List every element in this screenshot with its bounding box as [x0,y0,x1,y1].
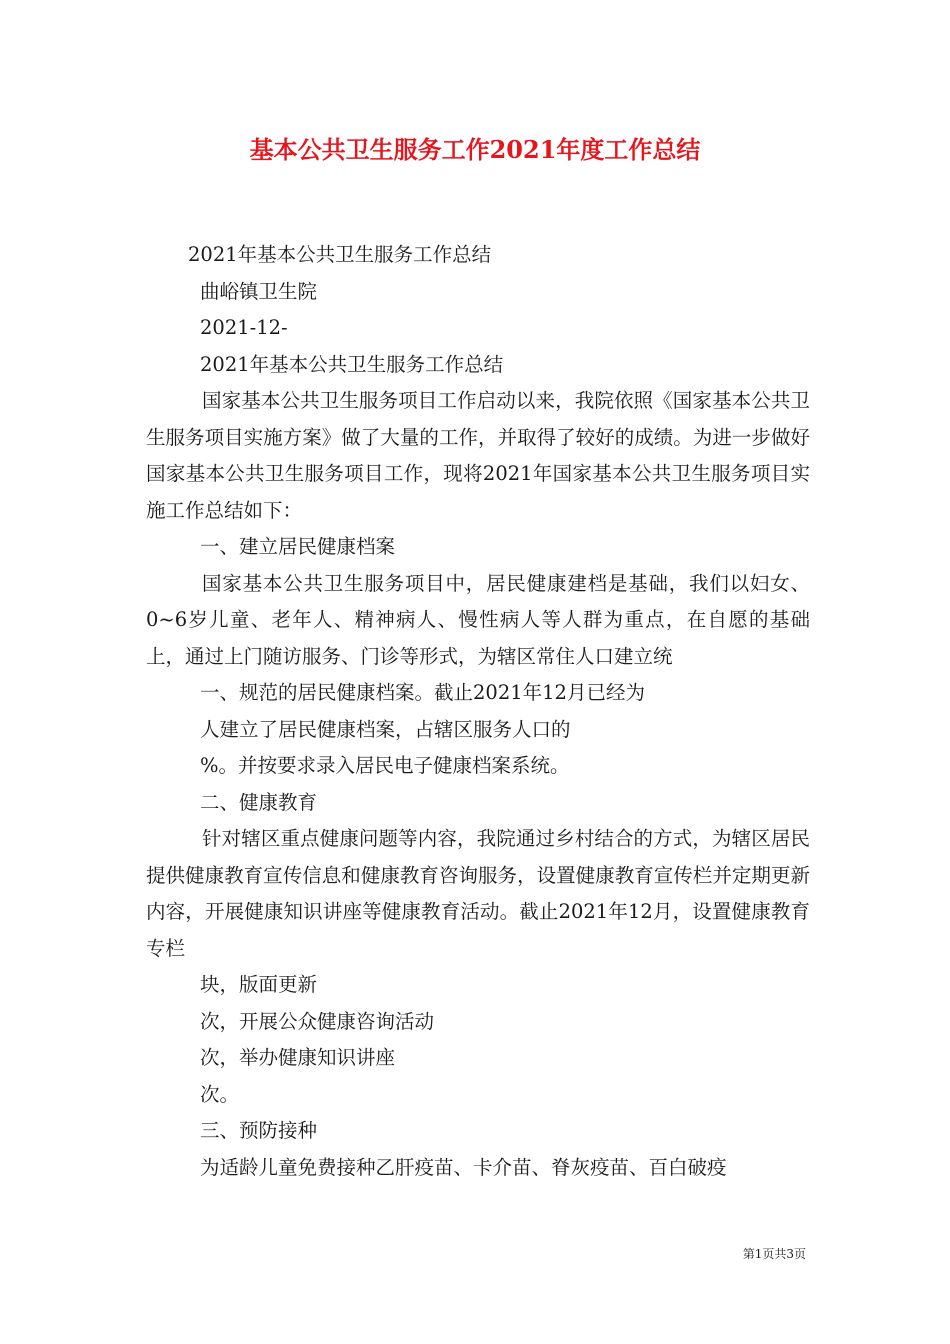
section-1-line-1: 一、规范的居民健康档案。截止2021年12月已经为 [200,681,645,704]
section-1-line-3: %。并按要求录入居民电子健康档案系统。 [200,754,570,777]
section-2-line-1: 块，版面更新 [200,973,318,996]
intro-paragraph: 国家基本公共卫生服务项目工作启动以来，我院依照《国家基本公共卫生服务项目实施方案》做了大量的工作，并取得了较好的成绩。为进一步做好国家基本公共卫生服务项目工作，现将2021年国家基本公共卫生服务项目实施工作总结如下： [146,389,810,522]
document-title: 基本公共卫生服务工作2021年度工作总结 [249,135,701,164]
section-heading-1: 一、建立居民健康档案 [200,535,396,558]
section-3-paragraph: 为适龄儿童免费接种乙肝疫苗、卡介苗、脊灰疫苗、百白破疫 [200,1155,727,1179]
section-1-line-2: 人建立了居民健康档案，占辖区服务人口的 [200,717,571,741]
organization-paragraph: 曲峪镇卫生院 [200,279,318,303]
section-heading-3: 三、预防接种 [200,1119,318,1142]
section-2-line-4: 次。 [200,1082,240,1106]
section-heading-2: 二、健康教育 [200,790,318,814]
subtitle-paragraph: 2021年基本公共卫生服务工作总结 [188,243,492,266]
page-number-footer: 第1页共3页 [742,1247,806,1261]
document-body [146,237,810,1186]
section-1-paragraph: 国家基本公共卫生服务项目中，居民健康建档是基础，我们以妇女、0~6岁儿童、老年人、精神病人、慢性病人等人群为重点，在自愿的基础上，通过上门随访服务、门诊等形式，为辖区常住人口建立统 [146,571,810,668]
section-2-line-2: 次，开展公众健康咨询活动 [200,1009,435,1033]
date-paragraph: 2021-12- [200,316,288,339]
section-2-paragraph: 针对辖区重点健康问题等内容，我院通过乡村结合的方式，为辖区居民提供健康教育宣传信息和健康教育咨询服务，设置健康教育宣传栏并定期更新内容，开展健康知识讲座等健康教育活动。截止2021年12月，设置健康教育专栏 [146,827,810,960]
section-2-line-3: 次，举办健康知识讲座 [200,1046,396,1069]
heading-paragraph: 2021年基本公共卫生服务工作总结 [200,352,504,376]
